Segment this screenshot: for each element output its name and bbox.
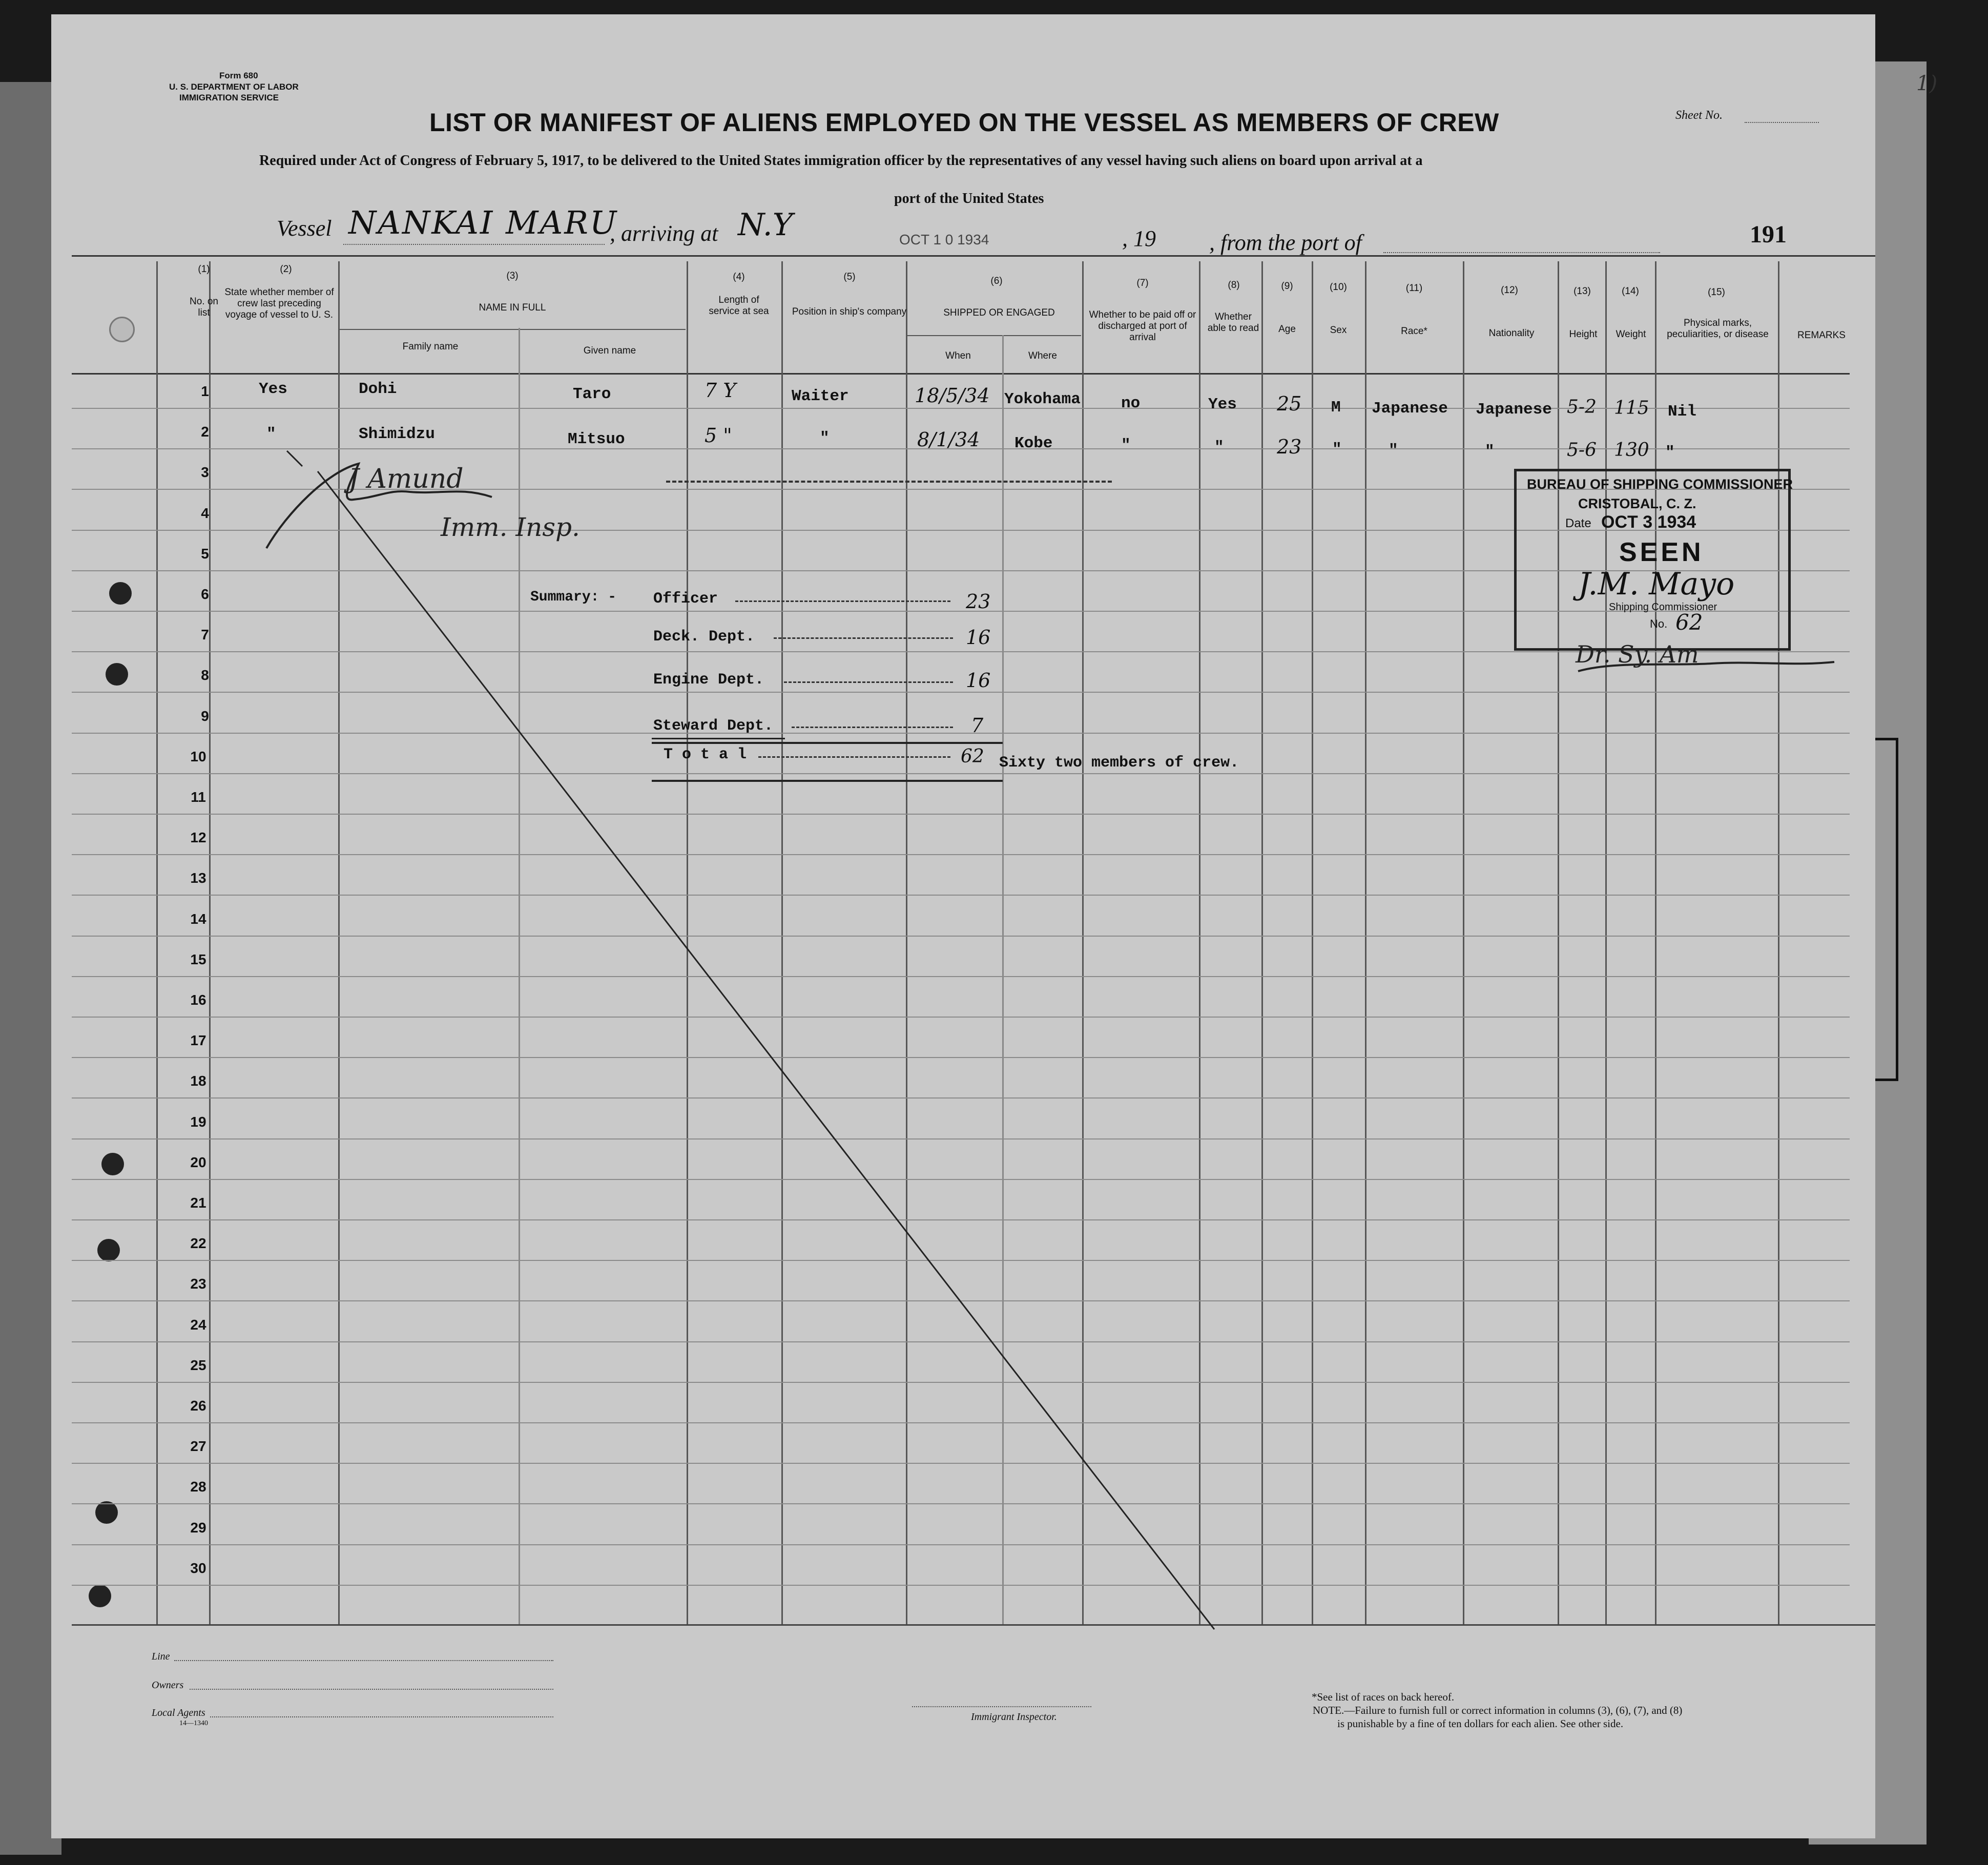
- summary-officer-value: 23: [966, 590, 991, 613]
- row-number: 1: [201, 383, 209, 399]
- col3-label: NAME IN FULL: [479, 302, 546, 313]
- col1-num: (1): [198, 264, 210, 275]
- col6-num: (6): [990, 276, 1003, 286]
- footer-line-field: [174, 1660, 553, 1661]
- row-number: 25: [190, 1357, 206, 1373]
- row1-family-name: Dohi: [359, 380, 397, 398]
- manifest-title: LIST OR MANIFEST OF ALIENS EMPLOYED ON THE VESSEL AS MEMBERS OF CREW: [429, 108, 1499, 137]
- summary-deck-value: 16: [966, 626, 991, 649]
- stamp-line1: BUREAU OF SHIPPING COMMISSIONER: [1527, 476, 1793, 492]
- summary-steward-label: Steward Dept.: [653, 717, 774, 735]
- row-number: 10: [190, 749, 206, 764]
- col7-num: (7): [1136, 278, 1149, 288]
- extra-signature: Dr. Sy. Am: [1576, 640, 1699, 668]
- row-number: 5: [201, 546, 209, 562]
- footer-note1: *See list of races on back hereof.: [1312, 1691, 1455, 1703]
- row1-marks: Nil: [1668, 403, 1696, 421]
- row1-race: Japanese: [1372, 400, 1448, 418]
- col13-label: Height: [1569, 329, 1598, 340]
- row-number: 26: [190, 1398, 206, 1414]
- arriving-port: N.Y: [738, 207, 793, 243]
- row-number: 23: [190, 1276, 206, 1292]
- row2-when: 8/1/34: [917, 428, 980, 451]
- stamp-title: Shipping Commissioner: [1609, 602, 1717, 613]
- row2-nationality: ": [1485, 443, 1495, 461]
- row1-sex: M: [1331, 399, 1341, 417]
- row1-when: 18/5/34: [915, 384, 990, 407]
- stamp-date: OCT 3 1934: [1601, 512, 1696, 532]
- col11-num: (11): [1405, 283, 1423, 294]
- footer-print-code: 14—1340: [179, 1719, 208, 1727]
- col2-label: State whether member of crew last preceding voyage of vessel to U. S.: [224, 287, 334, 320]
- row2-height: 5-6: [1567, 440, 1597, 461]
- summary-engine-label: Engine Dept.: [653, 671, 764, 689]
- footer-agents-field: [210, 1716, 553, 1717]
- row1-height: 5-2: [1567, 397, 1597, 418]
- row-number: 22: [190, 1235, 206, 1251]
- row-number: 30: [190, 1560, 206, 1576]
- inspector-signature-name: J Amund: [348, 464, 464, 494]
- subtitle-line1: Required under Act of Congress of February 5, 1917, to be delivered to the United States immigration officer by the representatives of any vessel having such aliens on board upon arrival at a: [259, 153, 1423, 169]
- stamp-no-value: 62: [1675, 610, 1703, 635]
- stamp-no-label: No.: [1650, 617, 1668, 630]
- col14-num: (14): [1622, 286, 1639, 297]
- stamp-line2: CRISTOBAL, C. Z.: [1578, 496, 1696, 511]
- stamp-seen: SEEN: [1619, 537, 1704, 567]
- footer-inspector-label: Immigrant Inspector.: [971, 1711, 1057, 1723]
- row2-read: ": [1214, 439, 1224, 457]
- vessel-label: Vessel: [277, 216, 332, 241]
- row1-age: 25: [1277, 392, 1302, 415]
- subtitle-line2: port of the United States: [894, 191, 1044, 206]
- row-number: 2: [201, 424, 209, 440]
- row-number: 19: [190, 1114, 206, 1130]
- row2-race: ": [1389, 442, 1398, 460]
- department: U. S. DEPARTMENT OF LABOR: [169, 82, 299, 92]
- given-name-header: Given name: [583, 345, 636, 356]
- row2-position: ": [820, 429, 830, 447]
- col10-num: (10): [1330, 282, 1347, 293]
- row-number: 3: [201, 464, 209, 480]
- footer-owners-field: [190, 1689, 553, 1690]
- col11-label: Race*: [1401, 326, 1427, 337]
- row1-service: 7 Y: [705, 379, 736, 402]
- row1-prev-voyage: Yes: [259, 380, 287, 398]
- row2-marks: ": [1665, 444, 1675, 462]
- stamp-date-label: Date: [1565, 516, 1591, 530]
- shipping-commissioner-stamp: [1514, 469, 1791, 651]
- row1-read: Yes: [1208, 396, 1237, 413]
- row-number: 14: [190, 911, 206, 927]
- inspector-mark: [287, 451, 302, 466]
- col5-label: Position in ship's company: [792, 306, 907, 317]
- col2-num: (2): [280, 264, 292, 275]
- row-number: 11: [191, 789, 206, 805]
- col12-num: (12): [1501, 285, 1518, 296]
- row-number: 13: [190, 870, 206, 886]
- col8-label: Whether able to read: [1207, 312, 1259, 334]
- corner-mark: 1): [1916, 72, 1938, 95]
- row-number: 9: [201, 708, 209, 724]
- col9-label: Age: [1278, 324, 1296, 335]
- footer-line-label: Line: [152, 1651, 170, 1662]
- footer-note3: is punishable by a fine of ten dollars for each alien. See other side.: [1337, 1717, 1624, 1730]
- row2-given-name: Mitsuo: [568, 430, 625, 448]
- row-number: 8: [201, 667, 209, 683]
- col13-num: (13): [1573, 286, 1591, 297]
- summary-deck-label: Deck. Dept.: [653, 628, 755, 646]
- col9-num: (9): [1281, 281, 1293, 292]
- col3-num: (3): [506, 271, 519, 281]
- row-number: 29: [190, 1520, 206, 1536]
- col7-label: Whether to be paid off or discharged at port of arrival: [1089, 309, 1196, 343]
- row-number: 6: [201, 586, 209, 602]
- row2-weight: 130: [1614, 440, 1649, 461]
- footer-agents-label: Local Agents: [152, 1707, 205, 1718]
- from-label: , from the port of: [1209, 230, 1362, 255]
- row-number: 4: [201, 505, 209, 521]
- row-number: 21: [190, 1195, 206, 1211]
- row-number: 28: [190, 1479, 206, 1495]
- summary-total-words: Sixty two members of crew.: [999, 754, 1239, 772]
- row-number: 24: [190, 1317, 206, 1333]
- row-number: 15: [190, 951, 206, 967]
- col16-label: REMARKS: [1797, 330, 1846, 341]
- summary-steward-value: 7: [971, 714, 984, 737]
- stamp-signature: J.M. Mayo: [1578, 566, 1735, 602]
- row1-weight: 115: [1614, 398, 1649, 419]
- col15-label: Physical marks, peculiarities, or disease: [1667, 318, 1769, 340]
- arriving-label: , arriving at: [610, 221, 718, 246]
- service: IMMIGRATION SERVICE: [179, 93, 279, 102]
- inspector-signature-title: Imm. Insp.: [441, 512, 580, 542]
- vessel-name: NANKAI MARU: [348, 204, 618, 241]
- row1-where: Yokohama: [1004, 390, 1081, 408]
- summary-total-label: T o t a l: [664, 746, 747, 763]
- summary-officer-label: Officer: [653, 590, 718, 608]
- row-number: 16: [190, 992, 206, 1008]
- row1-paid-off: no: [1121, 395, 1141, 412]
- row2-family-name: Shimidzu: [359, 425, 435, 443]
- col6-label: SHIPPED OR ENGAGED: [943, 307, 1055, 318]
- row2-service: 5 ": [705, 424, 732, 447]
- summary-total-value: 62: [961, 746, 984, 767]
- inspector-signature-field: [912, 1706, 1091, 1707]
- row-number: 18: [190, 1073, 206, 1089]
- summary-engine-value: 16: [966, 669, 991, 692]
- where-header: Where: [1028, 350, 1057, 361]
- cancel-diagonal-line: [318, 471, 1214, 1629]
- col1-label: No. on list: [190, 296, 218, 318]
- summary-label: Summary: -: [530, 589, 617, 605]
- row-number: 20: [190, 1154, 206, 1170]
- row2-prev-voyage: ": [266, 425, 276, 443]
- family-name-header: Family name: [402, 341, 459, 352]
- col4-label: Length of service at sea: [709, 295, 769, 317]
- row2-age: 23: [1277, 436, 1302, 458]
- col5-num: (5): [843, 272, 856, 282]
- footer-note2: NOTE.—Failure to furnish full or correct information in columns (3), (6), (7), and (8): [1313, 1704, 1683, 1716]
- when-header: When: [945, 350, 971, 361]
- col15-num: (15): [1708, 287, 1725, 298]
- col10-label: Sex: [1330, 325, 1347, 336]
- arrival-date-stamp: OCT 1 0 1934: [899, 232, 989, 247]
- row1-given-name: Taro: [573, 385, 611, 403]
- row-number: 7: [201, 627, 209, 643]
- row1-position: Waiter: [792, 387, 849, 405]
- page-number: 191: [1750, 221, 1787, 248]
- col12-label: Nationality: [1488, 328, 1535, 339]
- row-number: 12: [190, 830, 206, 845]
- footer-owners-label: Owners: [152, 1680, 184, 1691]
- row-number: 27: [190, 1438, 206, 1454]
- form-number: Form 680: [219, 71, 258, 80]
- row2-where: Kobe: [1014, 434, 1053, 452]
- col14-label: Weight: [1616, 329, 1646, 340]
- col8-num: (8): [1228, 280, 1240, 291]
- row2-paid-off: ": [1121, 437, 1131, 454]
- row2-sex: ": [1332, 441, 1342, 459]
- row1-nationality: Japanese: [1476, 401, 1552, 419]
- sheet-label: Sheet No.: [1675, 109, 1723, 122]
- year-label: , 19: [1122, 226, 1156, 251]
- col4-num: (4): [733, 272, 745, 282]
- row-number: 17: [190, 1032, 206, 1048]
